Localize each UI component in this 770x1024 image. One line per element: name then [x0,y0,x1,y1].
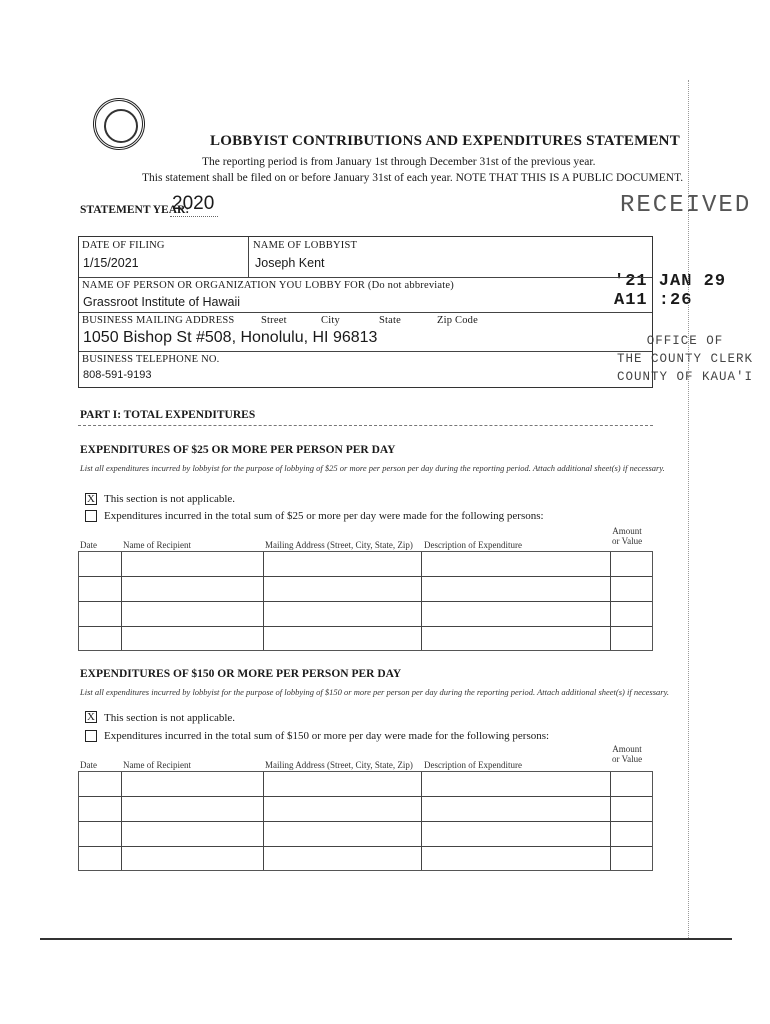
section25-col-date: Date [80,540,97,550]
section25-not-applicable-checkbox[interactable]: X [85,493,97,505]
address-zip-label: Zip Code [437,315,478,326]
address-city-label: City [321,315,340,326]
section150-incurred-label: Expenditures incurred in the total sum of $150 or more per day were made for the following persons: [104,730,550,742]
phone-label: BUSINESS TELEPHONE NO. [82,354,220,365]
phone-value[interactable]: 808-591-9193 [83,369,152,381]
address-label: BUSINESS MAILING ADDRESS [82,315,235,326]
scan-edge-line [688,80,689,940]
document-title: LOBBYIST CONTRIBUTIONS AND EXPENDITURES STATEMENT [210,133,680,149]
reporting-period-text: The reporting period is from January 1st through December 31st of the previous year. [202,156,596,168]
section25-not-applicable-label: This section is not applicable. [104,493,236,505]
statement-year-underline [170,216,218,217]
address-state-label: State [379,315,401,326]
section25-incurred-checkbox[interactable] [85,510,97,522]
section150-col-description: Description of Expenditure [424,760,522,770]
section25-col-address: Mailing Address (Street, City, State, Zip) [265,540,413,550]
lobbyist-name-label: NAME OF LOBBYIST [253,240,358,251]
table-row[interactable] [79,576,652,577]
address-value[interactable]: 1050 Bishop St #508, Honolulu, HI 96813 [83,329,378,346]
received-stamp-date: '21 JAN 29 A11 :26 [614,272,727,310]
section25-table [78,551,653,651]
organization-value[interactable]: Grassroot Institute of Hawaii [83,295,241,309]
table-row[interactable] [79,846,652,847]
scan-bottom-rule [40,938,732,940]
section150-col-recipient: Name of Recipient [123,760,191,770]
section150-not-applicable-checkbox[interactable]: X [85,711,97,723]
section150-col-date: Date [80,760,97,770]
section25-col-recipient: Name of Recipient [123,540,191,550]
table-row[interactable] [79,626,652,627]
section25-col-description: Description of Expenditure [424,540,522,550]
lobbyist-name-value[interactable]: Joseph Kent [255,256,325,270]
section150-instructions: List all expenditures incurred by lobbyist for the purpose of lobbying of $150 or more per person per day during the reporting period. Attach additional sheet(s) if necessary. [80,687,670,697]
section25-heading: EXPENDITURES OF $25 OR MORE PER PERSON PER DAY [80,444,396,456]
section150-col-amount: Amount or Value [612,744,643,764]
stamp-office-line3: COUNTY OF KAUA'I [617,370,754,384]
section150-not-applicable-label: This section is not applicable. [104,712,236,724]
table-row[interactable] [79,601,652,602]
date-of-filing-label: DATE OF FILING [82,240,165,251]
received-stamp: RECEIVED [620,192,752,219]
stamp-office-line2: THE COUNTY CLERK [617,352,754,366]
section25-col-amount: Amount or Value [612,526,643,546]
section25-instructions: List all expenditures incurred by lobbyist for the purpose of lobbying of $25 or more per person per day during the reporting period. Attach additional sheet(s) if necessary. [80,463,665,473]
section25-incurred-label: Expenditures incurred in the total sum of $25 or more per day were made for the following persons: [104,510,544,522]
address-street-label: Street [261,315,287,326]
filing-info-box [78,236,653,388]
statement-year-label: STATEMENT YEAR: [80,204,190,216]
statement-year-value: 2020 [172,193,215,214]
county-seal [93,98,145,150]
table-row[interactable] [79,796,652,797]
section150-incurred-checkbox[interactable] [85,730,97,742]
date-of-filing-value[interactable]: 1/15/2021 [83,256,139,270]
organization-label: NAME OF PERSON OR ORGANIZATION YOU LOBBY FOR (Do not abbreviate) [82,280,454,291]
part1-divider [78,425,653,426]
table-row[interactable] [79,821,652,822]
stamp-office-line1: OFFICE OF [646,334,724,348]
section150-heading: EXPENDITURES OF $150 OR MORE PER PERSON PER DAY [80,668,402,680]
part1-title: PART I: TOTAL EXPENDITURES [80,409,256,421]
filing-deadline-text: This statement shall be filed on or before January 31st of each year. NOTE THAT THIS IS A PUBLIC DOCUMENT. [142,172,684,184]
section150-table [78,771,653,871]
section150-col-address: Mailing Address (Street, City, State, Zip) [265,760,413,770]
